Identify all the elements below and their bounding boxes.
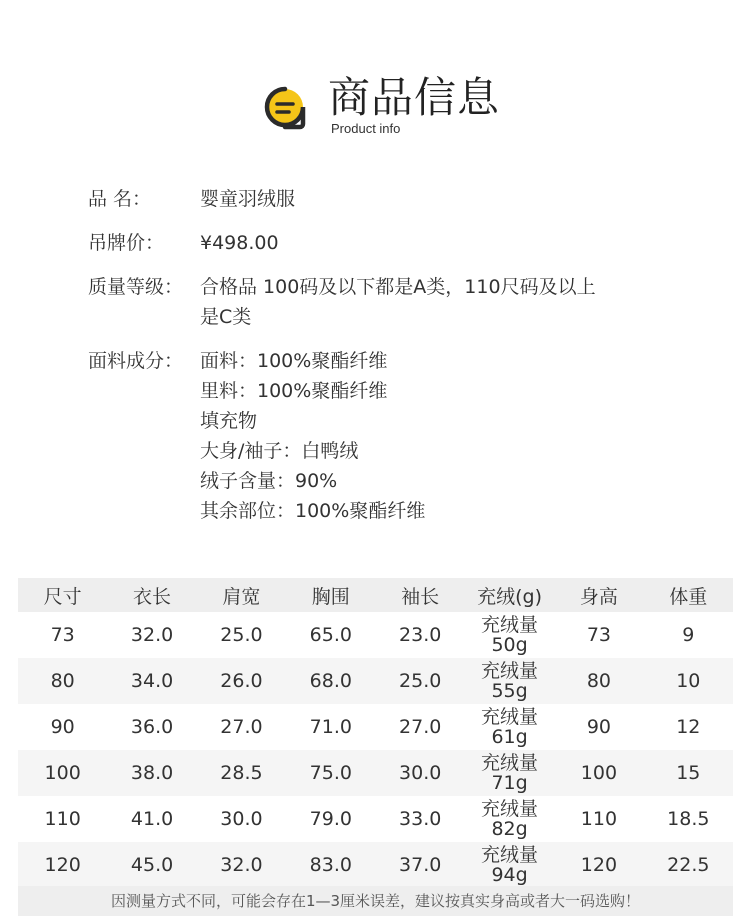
page-title: 商品信息 — [328, 73, 501, 122]
fill-amount: 55g — [491, 680, 528, 702]
table-cell: 15 — [644, 750, 733, 796]
info-row-name — [88, 184, 688, 214]
size-table — [18, 578, 733, 888]
table-cell: 80 — [554, 658, 643, 704]
fabric-line: 填充物 — [200, 410, 258, 432]
table-cell: 25.0 — [220, 624, 263, 646]
fabric-value — [200, 346, 688, 526]
fill-label: 充绒量 — [481, 614, 539, 636]
table-cell: 75.0 — [286, 750, 375, 796]
table-cell: 12 — [676, 716, 701, 738]
table-cell: 90 — [586, 716, 612, 738]
info-row-fabric — [88, 346, 688, 526]
size-table-container — [18, 578, 733, 888]
fill-label: 充绒量 — [481, 706, 539, 728]
table-cell: 34.0 — [107, 658, 196, 704]
table-cell: 37.0 — [376, 842, 465, 888]
info-row-price — [88, 228, 688, 258]
name-label: 品 名： — [88, 188, 152, 210]
table-cell: 10 — [644, 658, 733, 704]
column-header-fill: 充绒(g) — [465, 578, 554, 612]
table-cell: 110 — [44, 808, 81, 830]
table-cell: 27.0 — [399, 716, 442, 738]
fill-label: 充绒量 — [481, 752, 539, 774]
table-cell: 73 — [586, 624, 612, 646]
fill-label: 充绒量 — [481, 798, 539, 820]
name-value: 婴童羽绒服 — [200, 188, 296, 210]
table-cell: 33.0 — [399, 808, 442, 830]
table-cell: 90 — [50, 716, 75, 738]
table-cell: 23.0 — [399, 624, 442, 646]
table-cell: 36.0 — [130, 716, 174, 738]
table-cell: 73 — [50, 624, 75, 646]
table-row — [18, 704, 733, 750]
table-cell: 28.5 — [197, 750, 286, 796]
column-header-shoulder: 肩宽 — [197, 578, 286, 612]
table-cell-fill — [465, 750, 554, 796]
table-cell: 65.0 — [309, 624, 352, 646]
table-cell: 79.0 — [309, 808, 352, 830]
table-cell: 22.5 — [644, 842, 733, 888]
fill-amount: 61g — [491, 726, 528, 748]
table-header-row — [18, 578, 733, 612]
table-cell: 110 — [580, 808, 618, 830]
info-row-grade — [88, 272, 688, 332]
grade-value — [200, 272, 688, 332]
table-cell: 120 — [18, 842, 107, 888]
column-header-sleeve: 袖长 — [376, 578, 465, 612]
grade-label: 质量等级： — [88, 276, 184, 298]
table-cell: 68.0 — [286, 658, 375, 704]
table-cell: 100 — [554, 750, 643, 796]
page-subtitle: Product info — [331, 121, 401, 136]
grade-value-line: 是C类 — [200, 306, 252, 328]
price-label: 吊牌价： — [88, 232, 165, 254]
table-cell-fill — [465, 796, 554, 842]
column-header-length: 衣长 — [107, 578, 196, 612]
table-cell: 80 — [18, 658, 107, 704]
fill-amount: 82g — [491, 818, 528, 840]
fill-label: 充绒量 — [481, 844, 539, 866]
table-cell: 100 — [18, 750, 107, 796]
table-cell: 32.0 — [130, 624, 174, 646]
fabric-line: 其余部位：100%聚酯纤维 — [200, 500, 426, 522]
table-cell: 9 — [682, 624, 695, 646]
section-header — [0, 70, 750, 140]
table-cell-fill — [465, 658, 554, 704]
column-header-chest: 胸围 — [286, 578, 375, 612]
table-row — [18, 750, 733, 796]
price-value: ¥498.00 — [200, 232, 279, 254]
table-cell: 30.0 — [376, 750, 465, 796]
fill-amount: 50g — [491, 634, 528, 656]
column-header-height: 身高 — [554, 578, 643, 612]
fabric-line: 面料：100%聚酯纤维 — [200, 350, 388, 372]
column-header-weight: 体重 — [644, 578, 733, 612]
table-cell-fill — [465, 704, 554, 750]
table-cell: 83.0 — [286, 842, 375, 888]
table-row — [18, 796, 733, 842]
table-row — [18, 658, 733, 704]
measurement-note: 因测量方式不同，可能会存在1—3厘米误差，建议按真实身高或者大一码选购！ — [18, 886, 733, 916]
table-cell-fill — [465, 842, 554, 888]
table-row — [18, 842, 733, 888]
table-cell: 38.0 — [107, 750, 196, 796]
table-cell: 41.0 — [130, 808, 174, 830]
table-cell: 25.0 — [376, 658, 465, 704]
table-cell: 71.0 — [309, 716, 352, 738]
table-cell-fill — [465, 612, 554, 658]
table-cell: 45.0 — [107, 842, 196, 888]
product-info — [88, 184, 688, 540]
fill-label: 充绒量 — [481, 660, 539, 682]
fabric-line: 绒子含量：90% — [200, 470, 338, 492]
column-header-size: 尺寸 — [18, 578, 107, 612]
fabric-label: 面料成分： — [88, 350, 184, 372]
document-list-icon — [264, 86, 312, 132]
fabric-line: 里料：100%聚酯纤维 — [200, 380, 388, 402]
table-cell: 26.0 — [197, 658, 286, 704]
fill-amount: 94g — [491, 864, 528, 886]
grade-value-line: 合格品 100码及以下都是A类，110尺码及以上 — [200, 276, 596, 298]
table-cell: 32.0 — [197, 842, 286, 888]
fabric-line: 大身/袖子：白鸭绒 — [200, 440, 359, 462]
fill-amount: 71g — [491, 772, 528, 794]
table-cell: 27.0 — [220, 716, 263, 738]
table-cell: 30.0 — [220, 808, 263, 830]
table-cell: 120 — [554, 842, 643, 888]
table-row — [18, 612, 733, 658]
table-cell: 18.5 — [667, 808, 710, 830]
